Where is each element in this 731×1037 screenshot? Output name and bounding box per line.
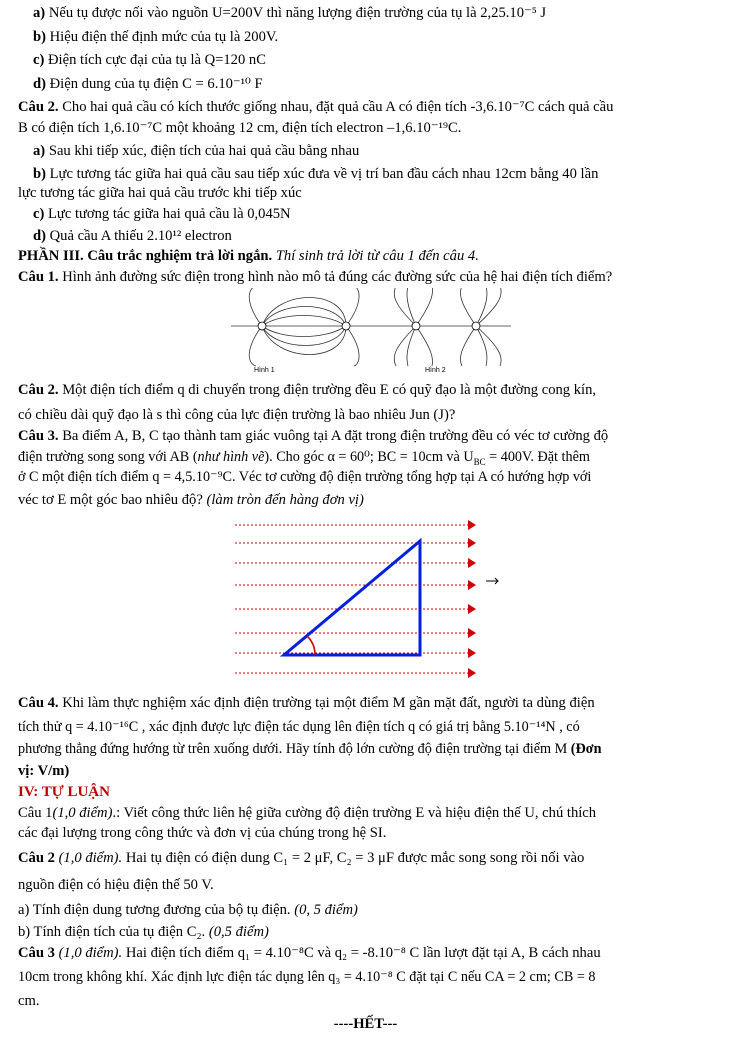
section-title: PHẦN III. Câu trắc nghiệm trả lời ngắn.: [18, 248, 273, 264]
p4-question-3-line1: [18, 944, 601, 963]
question-2-option-b-cont: lực tương tác giữa hai quả cầu trước khi tiếp xúc: [18, 185, 302, 201]
p3-question-3-line4: [18, 491, 364, 510]
score-label: (0,5 điểm): [208, 924, 269, 940]
question-text: véc tơ E một góc bao nhiêu độ?: [18, 492, 203, 508]
answer-text: Điện tích cực đại của tụ là Q=120 nC: [48, 52, 266, 68]
question-text: Một điện tích điểm q di chuyển trong điện trường đều E có quỹ đạo là một đường cong kín,: [62, 382, 597, 398]
field-arrowheads: [468, 520, 476, 678]
p4-question-2-line1: [18, 849, 584, 868]
question-label: Câu 1: [18, 805, 53, 821]
answer-a: [33, 4, 546, 23]
negative-charge-icon: [342, 322, 350, 330]
answer-d: [33, 75, 263, 94]
question-2-option-b: [33, 165, 598, 184]
figure-1-caption: Hình 1: [254, 367, 275, 374]
question-2-line1: [18, 98, 613, 117]
p3-question-2-line1: [18, 381, 596, 400]
p3-question-4-line1: [18, 694, 595, 713]
question-2-option-c: [33, 205, 291, 224]
question-text: b) Tính điện tích của tụ điện C₂.: [18, 924, 206, 940]
question-label: Câu 2.: [18, 99, 59, 115]
question-text: .: Viết công thức liên hệ giữa cường độ điện trường E và hiệu điện thế U, chú thích: [112, 805, 597, 821]
triangle-field-diagram: [230, 515, 520, 693]
figure-1-dipole: [231, 288, 376, 366]
p4-question-2-b: [18, 923, 269, 942]
unit-label: (Đơn: [570, 741, 602, 757]
figure-2-like-charges: [376, 288, 511, 366]
p3-question-1: [18, 268, 612, 287]
p3-question-4-line4: vị: V/m): [18, 763, 70, 779]
option-text: Sau khi tiếp xúc, điện tích của hai quả cầu bằng nhau: [48, 143, 360, 159]
p4-question-2-a: [18, 901, 358, 920]
option-label: c): [33, 206, 45, 222]
text-italic: (làm tròn đến hàng đơn vị): [206, 492, 364, 508]
question-label: Câu 1.: [18, 269, 59, 285]
score-label: (1,0 điểm): [52, 805, 113, 821]
p3-question-4-line3: [18, 740, 602, 759]
charge-2-icon: [472, 322, 480, 330]
text-segment: = 400V. Đặt thêm: [485, 449, 590, 465]
answer-text: Hiệu điện thế định mức của tụ là 200V.: [49, 29, 279, 45]
option-text: Quả cầu A thiếu 2.10¹² electron: [49, 228, 232, 244]
question-label: Câu 4.: [18, 695, 59, 711]
option-label: a): [33, 143, 46, 159]
answer-label: d): [33, 76, 46, 92]
question-text: Hai điện tích điểm q₁ = 4.10⁻⁸C và q₂ = -8.10⁻⁸ C lần lượt đặt tại A, B cách nhau: [125, 945, 601, 961]
p4-question-1-line2: các đại lượng trong công thức và đơn vị của chúng trong hệ SI.: [18, 825, 387, 841]
answer-label: a): [33, 5, 46, 21]
p4-question-3-line3: cm.: [18, 993, 40, 1009]
field-line-figures: [226, 288, 516, 370]
positive-charge-icon: [258, 322, 266, 330]
p3-question-3-line1: [18, 427, 608, 446]
part-3-heading: [18, 247, 479, 266]
question-2-option-d: [33, 227, 232, 246]
text-italic: như hình vẽ: [197, 449, 265, 465]
question-text: Ba điểm A, B, C tạo thành tam giác vuông tại A đặt trong điện trường đều có véc tơ cường độ: [62, 428, 609, 444]
alpha-arc: [307, 636, 315, 655]
answer-c: [33, 51, 266, 70]
score-label: (0, 5 điểm): [294, 902, 358, 918]
score-label: (1,0 điểm).: [58, 945, 123, 961]
question-text: Cho hai quả cầu có kích thước giống nhau, đặt quả cầu A có điện tích -3,6.10⁻⁷C cách quả cầu: [62, 99, 614, 115]
score-label: (1,0 điểm).: [58, 850, 123, 866]
answer-label: b): [33, 29, 46, 45]
section-instruction: Thí sinh trả lời từ câu 1 đến câu 4.: [275, 248, 479, 264]
text-segment: ). Cho góc α = 60⁰; BC = 10cm và U: [264, 449, 474, 465]
question-label: Câu 3: [18, 945, 55, 961]
answer-b: [33, 28, 278, 47]
question-2-option-a: [33, 142, 359, 161]
footer-end-mark: ----HẾT---: [333, 1016, 398, 1032]
p4-question-1-line1: [18, 804, 596, 823]
figure-2-caption: Hình 2: [425, 367, 446, 374]
charge-1-icon: [412, 322, 420, 330]
question-text: Khi làm thực nghiệm xác định điện trường tại một điểm M gần mặt đất, người ta dùng điện: [62, 695, 595, 711]
question-text: Hình ảnh đường sức điện trong hình nào mô tả đúng các đường sức của hệ hai điện tích điểm?: [62, 269, 613, 285]
question-label: Câu 3.: [18, 428, 59, 444]
p3-question-2-line2: có chiều dài quỹ đạo là s thì công của lực điện trường là bao nhiêu Jun (J)?: [18, 407, 456, 423]
p3-question-4-line2: tích thử q = 4.10⁻¹⁶C , xác định được lực điện tác dụng lên điện tích q có giá trị bằng 5.10⁻¹⁴N , có: [18, 719, 580, 735]
question-label: Câu 2.: [18, 382, 59, 398]
subscript: BC: [473, 456, 486, 467]
question-2-line2: B có điện tích 1,6.10⁻⁷C một khoảng 12 cm, điện tích electron –1,6.10⁻¹⁹C.: [18, 120, 462, 136]
answer-text: Nếu tụ được nối vào nguồn U=200V thì năng lượng điện trường của tụ là 2,25.10⁻⁵ J: [48, 5, 547, 21]
question-text: Hai tụ điện có điện dung C₁ = 2 μF, C₂ = 3 μF được mắc song song rồi nối vào: [125, 850, 585, 866]
question-label: Câu 2: [18, 850, 55, 866]
p4-question-2-line2: nguồn điện có hiệu điện thế 50 V.: [18, 877, 214, 893]
option-text: Lực tương tác giữa hai quả cầu sau tiếp xúc đưa về vị trí ban đầu cách nhau 12cm bằng 40 lần: [49, 166, 599, 182]
text-segment: điện trường song song với AB (: [18, 449, 198, 465]
p4-question-3-line2: 10cm trong không khí. Xác định lực điện tác dụng lên q₃ = 4.10⁻⁸ C đặt tại C nếu CA = 2 cm; CB = 8: [18, 969, 596, 985]
question-text: phương thẳng đứng hướng từ trên xuống dưới. Hãy tính độ lớn cường độ điện trường tại điểm M: [18, 741, 568, 757]
answer-label: c): [33, 52, 45, 68]
answer-text: Điện dung của tụ điện C = 6.10⁻¹⁰ F: [49, 76, 263, 92]
part-4-heading: IV: TỰ LUẬN: [18, 784, 110, 800]
triangle-abc: [284, 541, 420, 655]
p3-question-3-line3: ở C một điện tích điểm q = 4,5.10⁻⁹C. Véc tơ cường độ điện trường tổng hợp tại A có hướng hợp với: [18, 469, 592, 485]
option-label: b): [33, 166, 46, 182]
option-label: d): [33, 228, 46, 244]
option-text: Lực tương tác giữa hai quả cầu là 0,045N: [48, 206, 291, 222]
question-text: a) Tính điện dung tương đương của bộ tụ điện.: [18, 902, 291, 918]
